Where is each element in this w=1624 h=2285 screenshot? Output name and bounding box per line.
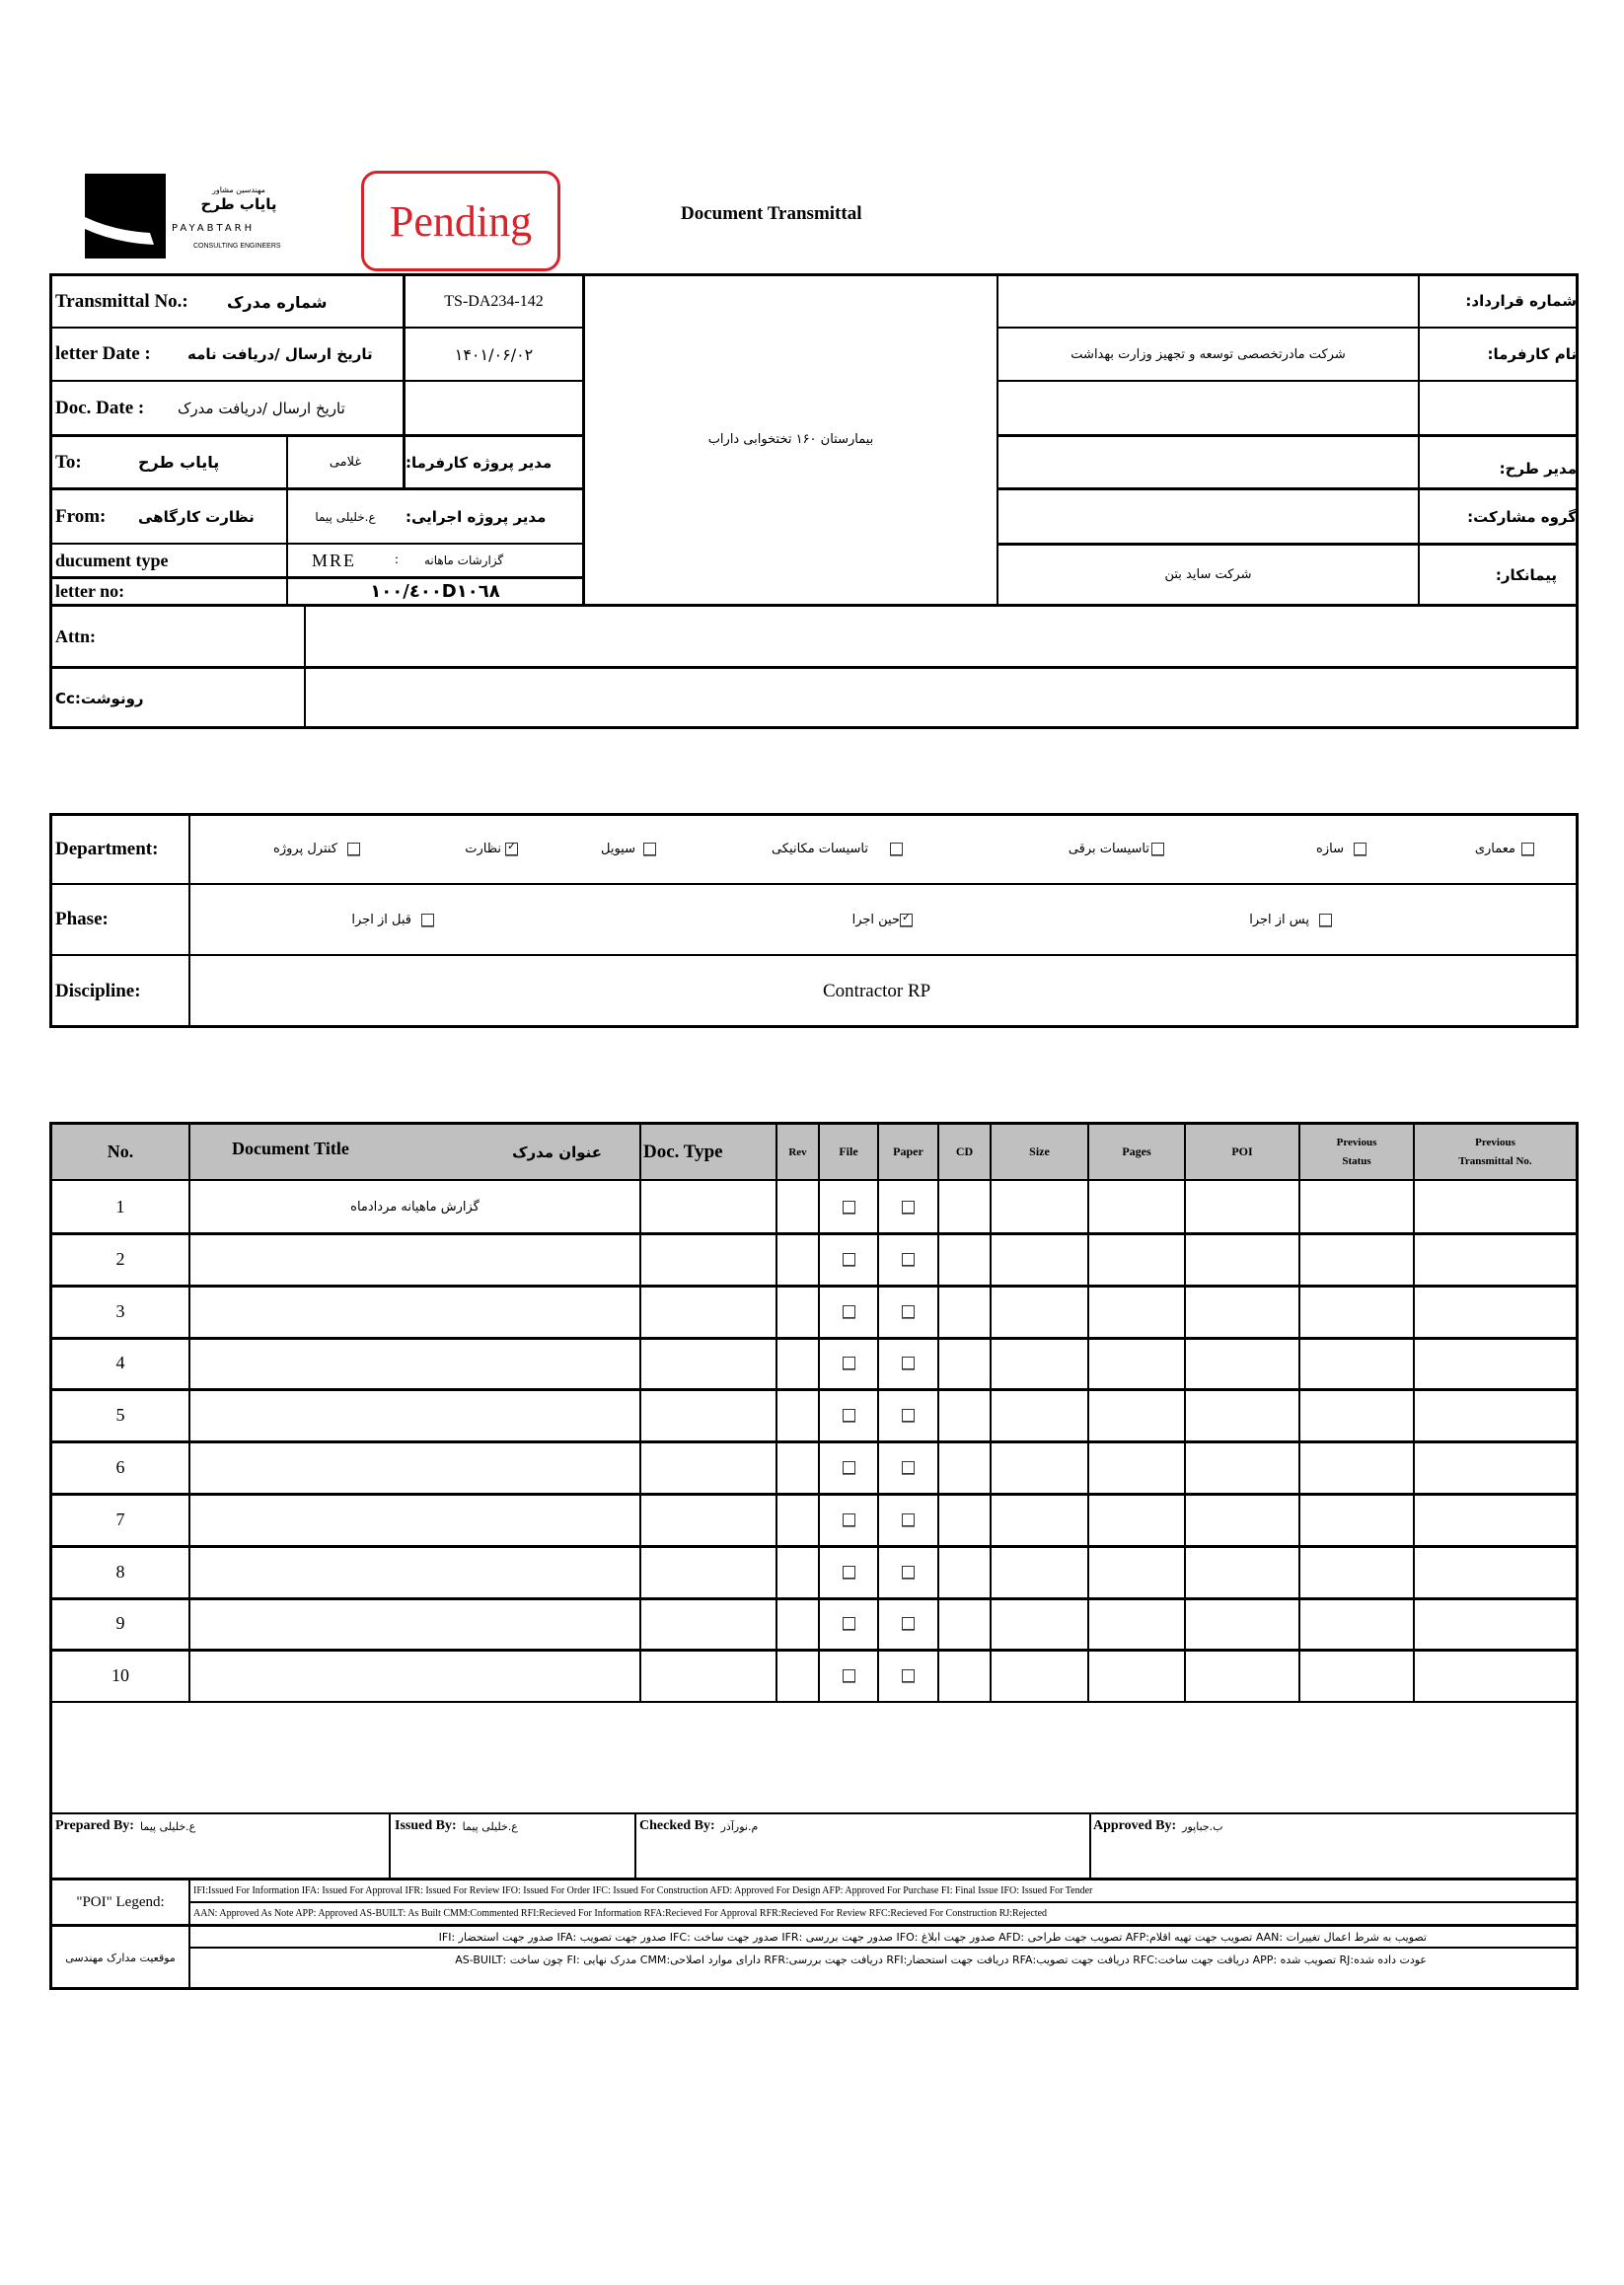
paper-checkbox[interactable] — [902, 1461, 915, 1474]
dept-option-label: تاسیسات مکانیکی — [772, 842, 868, 856]
table-row-file[interactable] — [820, 1286, 877, 1338]
phase-option-during[interactable] — [814, 885, 913, 954]
attn-label: Attn: — [55, 626, 96, 646]
table-row-title[interactable] — [190, 1597, 639, 1650]
phase-option-after[interactable] — [1223, 885, 1332, 954]
table-row-title[interactable] — [190, 1494, 639, 1546]
prepared-by — [55, 1814, 385, 1838]
table-row-title[interactable] — [190, 1337, 639, 1389]
to-label: To: — [55, 451, 82, 473]
paper-checkbox[interactable] — [902, 1253, 915, 1266]
col-header-prev-status — [1300, 1125, 1413, 1179]
table-row-title[interactable] — [190, 1233, 639, 1286]
checked-by — [639, 1814, 1083, 1838]
file-checkbox[interactable] — [843, 1669, 855, 1682]
project-name: بیمارستان ۱۶۰ تختخوابی داراب — [707, 432, 874, 447]
letter-date-value: ۱۴۰۱/۰۶/۰۲ — [454, 344, 534, 364]
dept-checkbox-structure[interactable] — [1354, 843, 1366, 855]
status-legend-label: موقعیت مدارک مهندسی — [65, 1951, 176, 1964]
exec-manager-value: ع.خلیلی پیما — [315, 509, 376, 524]
col-header-pages: Pages — [1122, 1144, 1151, 1158]
approved-by-name: ب.جباپور — [1182, 1819, 1223, 1833]
file-checkbox[interactable] — [843, 1566, 855, 1579]
project-manager-value[interactable] — [998, 437, 1418, 487]
table-row-file[interactable] — [820, 1597, 877, 1650]
logo-subtitle: CONSULTING ENGINEERS — [193, 243, 281, 250]
cc-label — [55, 669, 302, 728]
dept-checkbox-architecture[interactable] — [1521, 843, 1534, 855]
phase-option-label: پس از اجرا — [1249, 912, 1309, 927]
document-type-separator: : — [395, 553, 399, 567]
blank-row-value — [998, 382, 1418, 434]
doc-date-label-fa: تاریخ ارسال /دریافت مدرک — [178, 399, 345, 417]
prepared-by-name: ع.خلیلی پیما — [139, 1819, 196, 1833]
logo-latin-name: PAYABTARH — [172, 223, 256, 234]
issued-by-label: Issued By: — [395, 1818, 457, 1833]
table-row-file[interactable] — [820, 1233, 877, 1286]
file-checkbox[interactable] — [843, 1305, 855, 1318]
letter-date-label-fa: تاریخ ارسال /دریافت نامه — [187, 345, 373, 363]
table-row-no: 3 — [115, 1301, 125, 1321]
company-logo — [85, 174, 300, 258]
dept-option-electrical[interactable] — [1026, 815, 1164, 883]
phase-checkbox-before[interactable] — [421, 914, 434, 926]
poi-legend-line2: AAN: Approved As Note APP: Approved AS-BUILT: As Built CMM:Commented RFI:Recieved For Information RFA:Recieved For Approval RFR:Recieved For Review RFC:Recieved For Construction RJ:Rejected — [193, 1908, 1048, 1919]
table-row-title[interactable] — [190, 1650, 639, 1702]
transmittal-no-label-fa: شماره مدرک — [227, 292, 328, 312]
dept-option-architecture[interactable] — [1436, 815, 1534, 883]
table-row-paper[interactable] — [879, 1441, 937, 1494]
document-type-value: گزارشات ماهانه — [424, 553, 504, 567]
attn-value[interactable] — [308, 607, 1575, 666]
table-row-file[interactable] — [820, 1650, 877, 1702]
col-header-title-fa: عنوان مدرک — [512, 1142, 602, 1161]
table-row-paper[interactable] — [879, 1233, 937, 1286]
col-header-prev-transmittal-line1: Previous — [1475, 1136, 1515, 1148]
phase-checkbox-during[interactable] — [900, 914, 913, 926]
transmittal-no-label: Transmittal No.: — [55, 291, 188, 312]
table-row-title[interactable] — [190, 1546, 639, 1598]
dept-option-label: کنترل پروژه — [273, 842, 337, 856]
from-value: نظارت کارگاهی — [138, 507, 255, 526]
table-row-paper[interactable] — [879, 1597, 937, 1650]
dept-option-supervision[interactable] — [419, 815, 518, 883]
client-name-value: شرکت مادرتخصصی توسعه و تجهیز وزارت بهداشت — [1070, 346, 1346, 362]
client-manager-value: غلامی — [329, 455, 362, 470]
status-legend-line1: تصویب به شرط اعمال تغییرات :AAN تصویب جهت تهیه اقلام:AFP تصویب جهت طراحی :AFD صدور جهت ابلاغ :IFO صدور جهت بررسی :IFR صدور جهت ساخت :IFC صدور جهت تصویب :IFA صدور جهت استحضار :IFI — [438, 1930, 1427, 1944]
letter-date-label: letter Date : — [55, 343, 151, 364]
col-header-prev-status-line2: Status — [1342, 1154, 1371, 1167]
discipline-value: Contractor RP — [823, 980, 931, 1001]
partnership-group-label: گروه مشارکت: — [1467, 507, 1577, 526]
client-manager-label: مدیر پروژه کارفرما: — [406, 453, 553, 472]
file-checkbox[interactable] — [843, 1409, 855, 1422]
table-row-paper[interactable] — [879, 1650, 937, 1702]
project-manager-label: مدیر طرح: — [1499, 459, 1577, 478]
checked-by-name: م.نورآذر — [720, 1819, 759, 1833]
table-row-no: 2 — [115, 1249, 125, 1269]
col-header-doc-type: Doc. Type — [643, 1141, 723, 1162]
table-row-file[interactable] — [820, 1546, 877, 1598]
table-row-paper[interactable] — [879, 1286, 937, 1338]
file-checkbox[interactable] — [843, 1513, 855, 1526]
paper-checkbox[interactable] — [902, 1566, 915, 1579]
col-header-cd: CD — [955, 1144, 974, 1158]
table-row-file[interactable] — [820, 1337, 877, 1389]
paper-checkbox[interactable] — [902, 1409, 915, 1422]
table-row-no: 8 — [115, 1562, 125, 1582]
dept-option-mechanical[interactable] — [735, 815, 903, 883]
col-header-prev-transmittal-line2: Transmittal No. — [1458, 1154, 1532, 1167]
logo-persian-name: پایاب طرح — [200, 195, 277, 213]
dept-option-structure[interactable] — [1268, 815, 1366, 883]
table-row-paper[interactable] — [879, 1389, 937, 1441]
doc-date-label: Doc. Date : — [55, 397, 145, 418]
phase-option-label: حین اجرا — [851, 912, 900, 927]
doc-date-value[interactable] — [406, 382, 582, 434]
issued-by-name: ع.خلیلی پیما — [462, 1819, 518, 1833]
paper-checkbox[interactable] — [902, 1357, 915, 1369]
col-header-file: File — [839, 1144, 858, 1158]
col-header-no: No. — [107, 1142, 134, 1161]
checked-by-label: Checked By: — [639, 1818, 715, 1833]
paper-checkbox[interactable] — [902, 1617, 915, 1630]
file-checkbox[interactable] — [843, 1357, 855, 1369]
table-row-paper[interactable] — [879, 1337, 937, 1389]
phase-checkbox-after[interactable] — [1319, 914, 1332, 926]
col-header-prev-transmittal — [1415, 1125, 1576, 1179]
cc-value[interactable] — [308, 669, 1575, 728]
cc-label-text: Cc:رونوشت — [55, 690, 144, 707]
table-row-no: 9 — [115, 1613, 125, 1633]
department-label: Department: — [55, 838, 159, 859]
status-legend-line2: عودت داده شده:RJ تصویب شده :APP دریافت جهت ساخت:RFC دریافت جهت تصویب:RFA دریافت جهت استحضار:RFI دریافت جهت بررسی:RFR دارای موارد اصلاحی:CMM مدرک نهایی :FI چون ساخت :AS-BUILT — [455, 1953, 1427, 1966]
contract-no-value[interactable] — [998, 275, 1418, 327]
client-name-label: نام کارفرما: — [1487, 345, 1577, 363]
table-row-no: 10 — [111, 1665, 129, 1685]
table-row-file[interactable] — [820, 1181, 877, 1233]
pending-stamp — [361, 171, 560, 271]
table-row-no: 5 — [115, 1405, 125, 1425]
file-checkbox[interactable] — [843, 1253, 855, 1266]
transmittal-no-value: TS-DA234-142 — [444, 293, 544, 310]
file-checkbox[interactable] — [843, 1201, 855, 1214]
dept-option-label: نظارت — [465, 842, 501, 856]
poi-legend-label: "POI" Legend: — [76, 1893, 165, 1910]
paper-checkbox[interactable] — [902, 1201, 915, 1214]
phase-label: Phase: — [55, 909, 109, 929]
dept-option-label: سازه — [1316, 842, 1344, 856]
logo-mark-icon — [85, 174, 166, 258]
col-header-poi: POI — [1231, 1144, 1253, 1158]
approved-by-label: Approved By: — [1093, 1818, 1177, 1833]
logo-persian-small: مهندسین مشاور — [212, 185, 265, 194]
contract-no-label: شماره قرارداد: — [1465, 292, 1577, 310]
dept-checkbox-supervision[interactable] — [505, 843, 518, 855]
contractor-value: شرکت ساید بتن — [1164, 567, 1252, 582]
prepared-by-label: Prepared By: — [55, 1818, 134, 1833]
col-header-prev-status-line1: Previous — [1336, 1136, 1377, 1148]
paper-checkbox[interactable] — [902, 1305, 915, 1318]
approved-by — [1093, 1814, 1567, 1838]
dept-checkbox-civil[interactable] — [643, 843, 656, 855]
col-header-size: Size — [1029, 1144, 1050, 1158]
table-row-no: 6 — [115, 1457, 125, 1477]
col-header-paper: Paper — [893, 1144, 923, 1158]
table-row-paper[interactable] — [879, 1546, 937, 1598]
col-header-rev: Rev — [788, 1145, 807, 1158]
dept-option-project-control[interactable] — [232, 815, 360, 883]
table-row-no: 4 — [115, 1353, 125, 1372]
blank-row-label — [1420, 382, 1577, 434]
discipline-label: Discipline: — [55, 980, 141, 1001]
poi-legend-line1: IFI:Issued For Information IFA: Issued For Approval IFR: Issued For Review IFO: Issued For Order IFC: Issued For Construction AFD: Approved For Design AFP: Approved For Purchase FI: Final Issue IFO: Issued For Tender — [193, 1885, 1093, 1896]
dept-option-civil[interactable] — [557, 815, 656, 883]
dept-option-label: سیویل — [601, 842, 635, 856]
stamp-text: Pending — [389, 196, 533, 246]
file-checkbox[interactable] — [843, 1461, 855, 1474]
phase-option-label: قبل از اجرا — [351, 912, 411, 927]
dept-option-label: معماری — [1474, 842, 1515, 856]
contractor-label: پیمانکار: — [1495, 565, 1557, 584]
table-row-paper[interactable] — [879, 1494, 937, 1546]
paper-checkbox[interactable] — [902, 1513, 915, 1526]
paper-checkbox[interactable] — [902, 1669, 915, 1682]
table-row-paper[interactable] — [879, 1181, 937, 1233]
table-row-title[interactable] — [190, 1389, 639, 1441]
letter-no-label: letter no: — [55, 581, 125, 601]
dept-checkbox-mechanical[interactable] — [890, 843, 903, 855]
col-header-title-en: Document Title — [232, 1138, 349, 1158]
table-row-title[interactable]: گزارش ماهیانه مردادماه — [350, 1200, 480, 1215]
letter-no-value: ۱۰۰/٤۰۰D۱۰٦۸ — [370, 581, 500, 602]
exec-manager-label: مدیر پروژه اجرایی: — [406, 507, 547, 526]
issued-by — [395, 1814, 631, 1838]
dept-option-label: تاسیسات برقی — [1068, 842, 1149, 856]
table-row-no: 1 — [115, 1197, 125, 1216]
table-row-file[interactable] — [820, 1441, 877, 1494]
dept-checkbox-electrical[interactable] — [1151, 843, 1164, 855]
page-title: Document Transmittal — [681, 203, 862, 224]
table-row-no: 7 — [115, 1510, 125, 1529]
table-row-file[interactable] — [820, 1389, 877, 1441]
table-row-file[interactable] — [820, 1494, 877, 1546]
from-label: From: — [55, 505, 107, 527]
document-type-label: ducument type — [55, 550, 169, 570]
to-value: پایاب طرح — [138, 453, 220, 472]
phase-option-before[interactable] — [326, 885, 434, 954]
file-checkbox[interactable] — [843, 1617, 855, 1630]
table-row-title[interactable] — [190, 1286, 639, 1338]
dept-checkbox-project-control[interactable] — [347, 843, 360, 855]
partnership-group-value[interactable] — [998, 490, 1418, 543]
document-type-code: MRE — [312, 550, 357, 570]
table-row-title[interactable] — [190, 1441, 639, 1494]
